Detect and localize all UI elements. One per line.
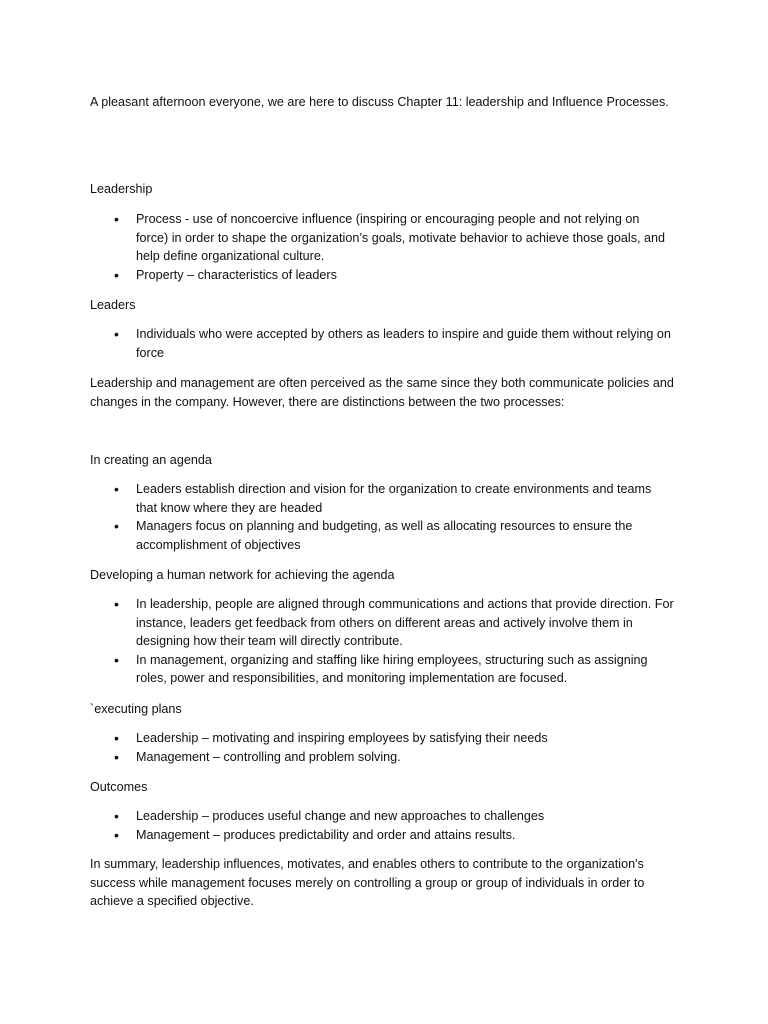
- list-item: • Management – produces predictability and order and attains results.: [114, 826, 674, 845]
- list-item: • Property – characteristics of leaders: [114, 266, 674, 285]
- intro-paragraph: A pleasant afternoon everyone, we are here to discuss Chapter 11: leadership and Influence Processes.: [90, 95, 669, 109]
- executing-heading: `executing plans: [90, 702, 182, 716]
- agenda-list: [114, 480, 674, 554]
- outcomes-heading: Outcomes: [90, 780, 148, 794]
- leaders-heading: Leaders: [90, 298, 136, 312]
- list-item: • In leadership, people are aligned through communications and actions that provide direction. For instance, leaders get feedback from others on different areas and actively involve them in designing how their team will directly contribute.: [114, 595, 674, 651]
- list-item: • Individuals who were accepted by others as leaders to inspire and guide them without relying on force: [114, 325, 674, 362]
- list-item: • Leadership – produces useful change and new approaches to challenges: [114, 807, 674, 826]
- list-item: • Process - use of noncoercive influence (inspiring or encouraging people and not relying on force) in order to shape the organization’s goals, motivate behavior to achieve those goals, and help define organizational culture.: [114, 210, 674, 266]
- leadership-list: [114, 210, 674, 284]
- list-item: • Management – controlling and problem solving.: [114, 748, 674, 767]
- leaders-list: [114, 325, 674, 362]
- network-heading: Developing a human network for achieving the agenda: [90, 568, 395, 582]
- executing-list: [114, 729, 674, 766]
- network-list: [114, 595, 674, 688]
- summary-paragraph: In summary, leadership influences, motivates, and enables others to contribute to the organization's success while management focuses merely on controlling a group or group of individuals in order to achieve a specified objective.: [90, 857, 645, 909]
- outcomes-list: [114, 807, 674, 844]
- list-item: • Leadership – motivating and inspiring employees by satisfying their needs: [114, 729, 674, 748]
- list-item: • Leaders establish direction and vision for the organization to create environments and teams that know where they are headed: [114, 480, 674, 517]
- comparison-paragraph: Leadership and management are often perceived as the same since they both communicate policies and changes in the company. However, there are distinctions between the two processes:: [90, 376, 674, 409]
- list-item: • Managers focus on planning and budgeting, as well as allocating resources to ensure the accomplishment of objectives: [114, 517, 674, 554]
- agenda-heading: In creating an agenda: [90, 453, 212, 467]
- leadership-heading: Leadership: [90, 182, 153, 196]
- list-item: • In management, organizing and staffing like hiring employees, structuring such as assigning roles, power and responsibilities, and monitoring implementation are focused.: [114, 651, 674, 688]
